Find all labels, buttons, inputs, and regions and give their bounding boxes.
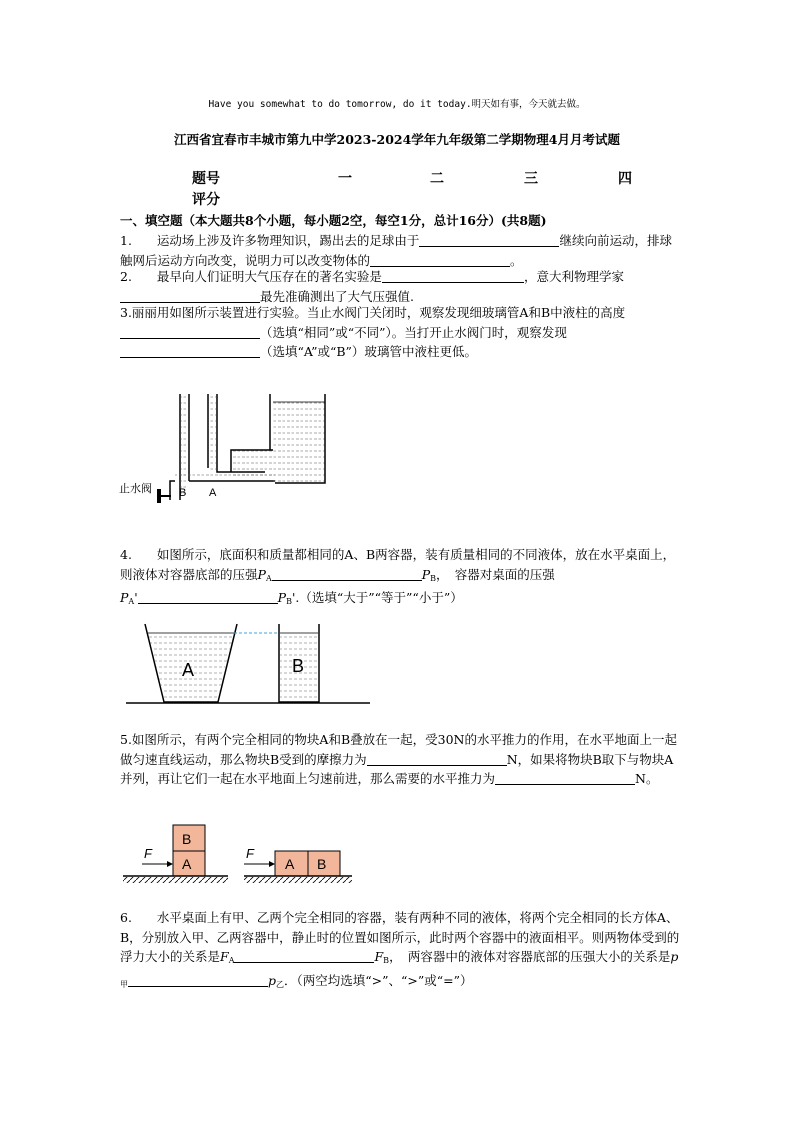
container-b-label: B: [292, 656, 305, 676]
q6-text-2: ， 两容器中的液体对容器底部的压强大小的关系是: [389, 949, 671, 964]
q6-pj-sub: 甲: [120, 979, 128, 989]
q3-text-3: （选填“A”或“B”）玻璃管中液柱更低。: [260, 344, 477, 359]
q6-text-3: ．（两空均选填“>”、“>”或“=”）: [284, 972, 473, 988]
q5-text-2: N，如果将物块B取下与物块A并列，再让它们一起在水平地面上匀速前进，那么需要的水平推力为: [120, 751, 674, 786]
tube-b-label: B: [179, 487, 187, 499]
q4-fa: P: [120, 590, 129, 605]
q4-text-1: 4. 如图所示，底面积和质量都相同的A、B两容器，装有质量相同的不同液体，放在水平桌面上，则液体对容器底部的压强: [120, 547, 676, 582]
question-5: [120, 730, 680, 789]
q1-blank-2[interactable]: [370, 252, 510, 267]
force-label-2: F: [246, 846, 254, 861]
question-3: [120, 303, 680, 362]
q6-blank-2[interactable]: [128, 972, 268, 987]
q4-fa-mark: ': [134, 590, 138, 605]
score-col-4: 四: [618, 171, 632, 187]
score-row-label: 题号: [192, 171, 220, 187]
score-col-3: 三: [524, 171, 538, 187]
q4-fb-sub: B: [286, 597, 292, 606]
ground-2-hatch: [244, 877, 352, 883]
q4-text-3: .（选填“大于”“等于”“小于”）: [295, 590, 463, 605]
q6-fb-sub: B: [383, 956, 390, 965]
q4-figure-containers: [118, 622, 378, 712]
tube-a-liquid: [209, 394, 216, 472]
q4-fa-sub: A: [128, 597, 135, 606]
middle-tank-liquid: [233, 450, 273, 476]
block-b-top-label: B: [182, 831, 192, 847]
q6-py-sub: 乙: [276, 979, 285, 989]
tube-b-liquid: [181, 394, 188, 496]
q3-text-2: （选填“相同”或“不同”）。当打开止水阀门时，观察发现: [260, 324, 567, 340]
block-a-bottom-label: A: [182, 856, 192, 872]
q6-text-1: 6. 水平桌面上有甲、乙两个完全相同的容器，装有两种不同的液体，将两个完全相同的长方体A、B，分别放入甲、乙两容器中，静止时的位置如图所示，此时两个容器中的液面相平。则两物体受到的浮力大小的关系是: [120, 910, 680, 964]
score-col-1: 一: [338, 171, 352, 187]
q5-blank-1[interactable]: [367, 751, 507, 766]
q4-text-2: ， 容器对桌面的压强: [436, 566, 555, 582]
q6-py: p: [268, 972, 277, 988]
force-arrowhead-2: [269, 861, 275, 867]
q2-text-prefix: 2. 最早向人们证明大气压存在的著名实验是: [120, 269, 382, 284]
score-col-2: 二: [430, 171, 444, 187]
q6-fa: F: [220, 949, 229, 964]
big-tank-liquid: [273, 402, 325, 482]
q5-text-3: N。: [635, 771, 659, 786]
question-6: [120, 908, 680, 994]
q3-blank-2[interactable]: [120, 343, 260, 358]
container-a-label: A: [182, 660, 195, 680]
q6-fa-sub: A: [228, 956, 235, 965]
q2-text-mid: ，意大利物理学家: [523, 269, 624, 284]
q4-blank-1[interactable]: [272, 566, 422, 581]
question-1: [120, 231, 680, 270]
q6-fb: F: [374, 949, 384, 964]
ground-1-hatch: [123, 877, 228, 883]
q3-figure-apparatus: [115, 388, 330, 513]
force-arrowhead-1: [167, 861, 173, 867]
q2-blank-2[interactable]: [120, 288, 260, 303]
q1-blank-1[interactable]: [419, 232, 559, 247]
q5-text-1: 5.如图所示，有两个完全相同的物块A和B叠放在一起，受30N的水平推力的作用，在水平地面上一起做匀速直线运动，那么物块B受到的摩擦力为: [120, 732, 677, 767]
q5-figure-blocks: [118, 820, 358, 888]
force-label-1: F: [144, 846, 152, 861]
score-label: 评分: [192, 192, 220, 208]
q1-text-end: 。: [510, 252, 523, 268]
section-heading: 一、填空题（本大题共8个小题，每小题2空，每空1分，总计16分）(共8题): [120, 213, 547, 228]
page-title: 江西省宜春市丰城市第九中学2023-2024学年九年级第二学期物理4月月考试题: [174, 132, 620, 147]
q1-text-mid: 继续向前运动，排球触网后运动方向改变，说明力可以改变物体的: [120, 233, 672, 268]
q4-pa: P: [257, 566, 266, 582]
valve-label: 止水阀: [119, 483, 152, 495]
q2-text-end: 最先准确测出了大气压强值.: [260, 288, 414, 304]
valve-handle: [157, 489, 161, 503]
q1-text-prefix: 1. 运动场上涉及许多物理知识，踢出去的足球由于: [120, 233, 420, 248]
block-b-side-label: B: [317, 856, 327, 872]
q4-fb: P: [277, 590, 287, 605]
score-table-header: [192, 168, 642, 188]
tube-a-label: A: [209, 487, 217, 499]
q4-fb-mark: ': [291, 590, 296, 605]
question-4: [120, 545, 680, 612]
q4-pb-sub: B: [430, 573, 437, 583]
q6-blank-1[interactable]: [234, 948, 374, 963]
block-a-side-label: A: [285, 856, 295, 872]
q4-pa-sub: A: [265, 573, 272, 583]
q3-text-1: 3.丽丽用如图所示装置进行实验。当止水阀门关闭时，观察发现细玻璃管A和B中液柱的高度: [120, 305, 626, 320]
motto: Have you somewhat to do tomorrow, do it today.明天如有事，今天就去做。: [208, 99, 586, 110]
q4-pb: P: [421, 566, 431, 582]
q2-blank-1[interactable]: [382, 268, 524, 283]
q4-blank-2[interactable]: [138, 589, 278, 604]
q5-blank-2[interactable]: [495, 770, 635, 785]
question-2: [120, 267, 680, 306]
q3-blank-1[interactable]: [120, 324, 260, 339]
q6-pj: p: [670, 949, 679, 964]
